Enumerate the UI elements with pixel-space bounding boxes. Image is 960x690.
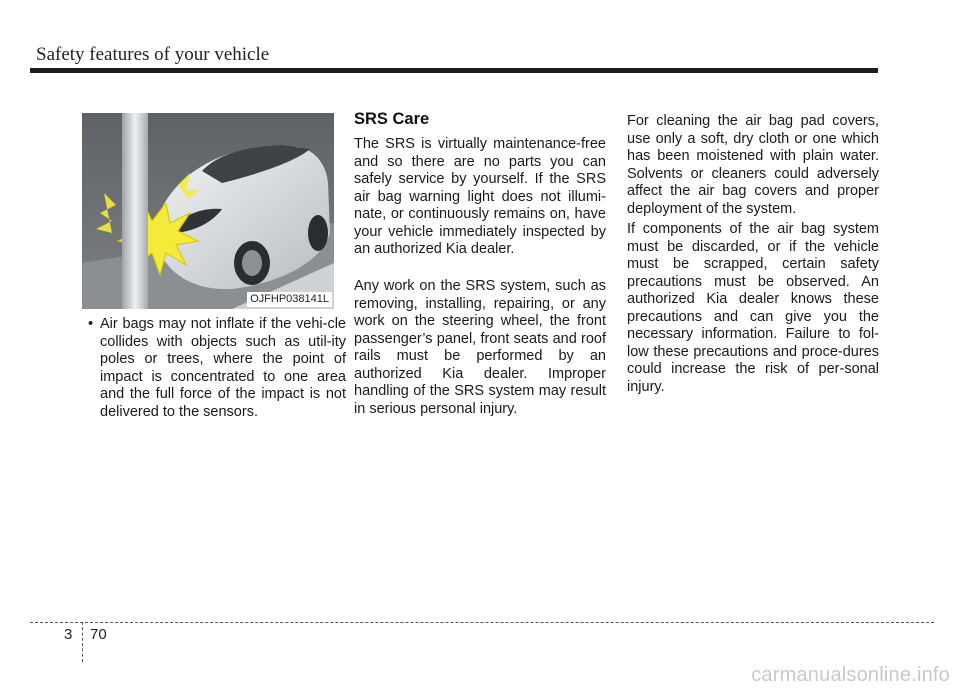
watermark: carmanualsonline.info <box>751 664 950 686</box>
paragraph-cleaning: For cleaning the air bag pad covers, use only a soft, dry cloth or one which has been moistened with plain water. Solvents or cleaners could adversely affect the air bag covers and proper deployment of the system. <box>627 113 879 217</box>
bullet-text: Air bags may not inflate if the vehi-cle collides with objects such as util-ity poles or trees, where the point of impact is concentrated to one area and the full force of the impact is not delivered to the sensors. <box>100 316 346 420</box>
car-impact-pole-illustration <box>82 113 334 309</box>
chapter-number: 3 <box>64 626 73 643</box>
paragraph-maintenance: The SRS is virtually maintenance-free and so there are no parts you can safely service by yourself. If the SRS air bag warning light does not illumi-nate, or continuously remains on, have your vehicle immediately inspected by an authorized Kia dealer. <box>354 136 606 257</box>
footer-rule <box>30 622 934 623</box>
paragraph-srs-work: Any work on the SRS system, such as removing, installing, repairing, or any work on the steering wheel, the front passenger’s panel, front seats and roof rails must be performed by an authorized Kia dealer. Improper handling of the SRS system may result in serious personal injury. <box>354 278 606 417</box>
paragraph-disposal: If components of the air bag system must be discarded, or if the vehicle must be scrapped, certain safety precautions must be observed. An authorized Kia dealer knows these precautions and can give you the necessary information. Failure to fol-low these precautions and proce-dures could increase the risk of per-sonal injury. <box>627 221 879 395</box>
figure-code-label: OJFHP038141L <box>247 292 332 307</box>
bullet-symbol: • <box>88 316 94 332</box>
page-number: 70 <box>90 626 107 643</box>
bullet-note <box>88 316 346 421</box>
section-heading: SRS Care <box>354 110 430 128</box>
footer-divider <box>82 622 83 662</box>
header-rule <box>30 68 878 73</box>
car-impact-icon <box>82 113 334 309</box>
page-header-title: Safety features of your vehicle <box>36 44 270 65</box>
